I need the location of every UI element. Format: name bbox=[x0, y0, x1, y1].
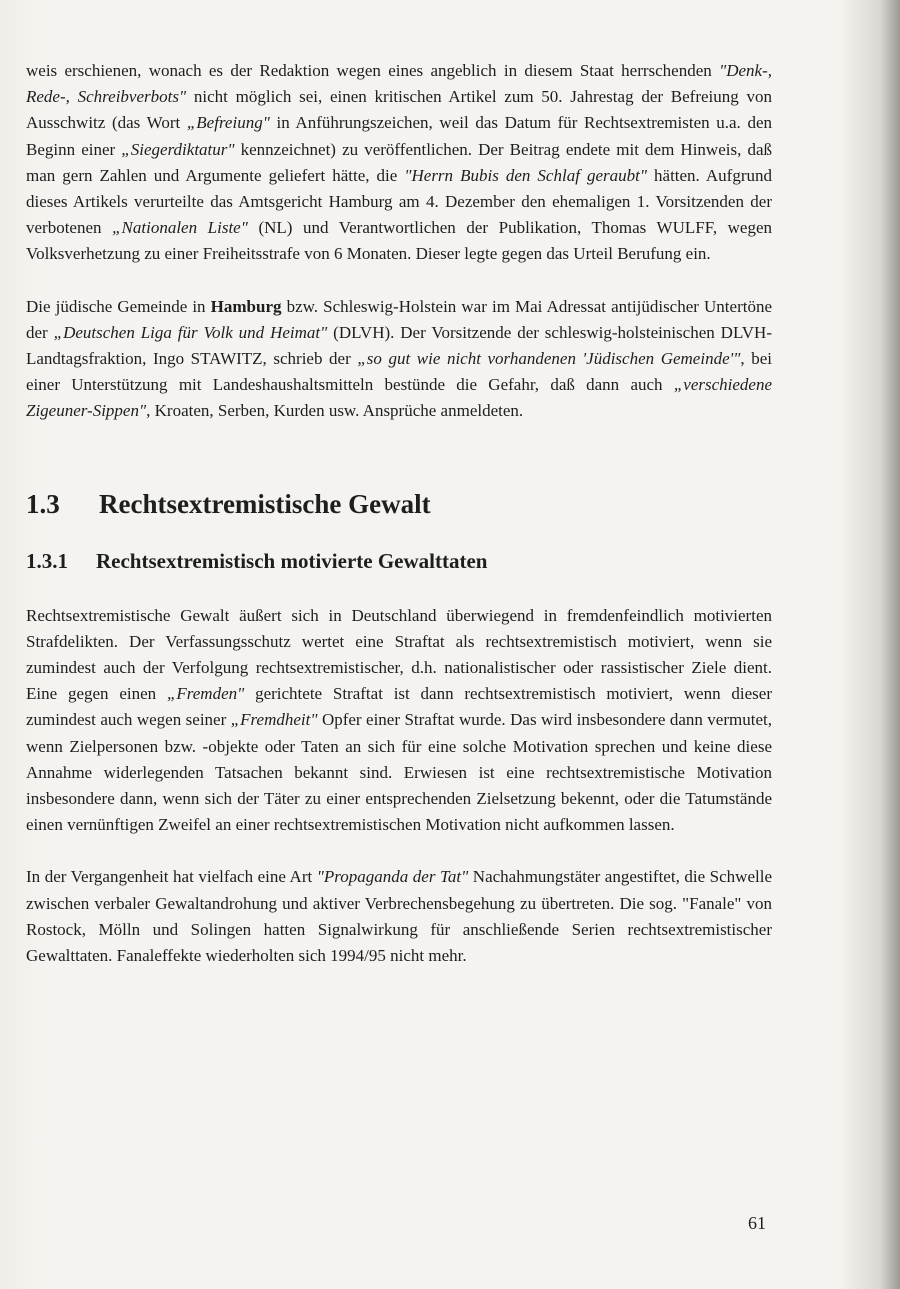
text-run: (DLVH). Der Vorsitzende der schleswig-holsteinischen DLVH-Landtagsfraktion, Ingo STAWITZ, schrieb der bbox=[26, 322, 772, 369]
text-run: In der Vergangenheit hat vielfach eine Art bbox=[26, 867, 317, 887]
emphasis-text: „verschiedene Zigeuner-Sippen" bbox=[26, 375, 772, 421]
emphasis-text: "Denk-, Rede-, Schreibverbots" bbox=[26, 61, 772, 107]
paragraph-1 bbox=[26, 58, 772, 268]
emphasis-text: „so gut wie nicht vorhandenen 'Jüdischen Gemeinde'" bbox=[357, 349, 741, 369]
section-title: Rechtsextremistische Gewalt bbox=[99, 488, 431, 519]
text-run: kennzeichnet) zu veröffentlichen. Der Beitrag endete mit dem Hinweis, daß man gern Zahlen und Argumente geliefert hätte, die bbox=[26, 139, 772, 185]
emphasis-text: „Fremden" bbox=[166, 684, 245, 704]
text-run: Die jüdische Gemeinde in bbox=[26, 296, 211, 316]
text-run: (NL) und Verantwortlichen der Publikation, Thomas WULFF, wegen Volksverhetzung zu einer Freiheitsstrafe von 6 Monaten. Dieser legte gegen das Urteil Berufung ein. bbox=[26, 218, 772, 264]
text-run: Rechtsextremistische Gewalt äußert sich in Deutschland überwiegend in fremdenfeindlich motivierten Strafdelikten. Der Verfassungsschutz wertet eine Straftat als rechtsextremistisch motiviert, wenn sie zumindest auch der Verfolgung rechtsextremistischer, d.h. nationalistischer oder rassistischer Ziele dient. Eine gegen einen bbox=[26, 605, 772, 704]
subsection-title: Rechtsextremistisch motivierte Gewalttaten bbox=[96, 548, 488, 573]
text-run: , Kroaten, Serben, Kurden usw. Ansprüche anmeldeten. bbox=[146, 401, 524, 421]
emphasis-text: „Fremdheit" bbox=[230, 710, 318, 730]
paragraph-4 bbox=[26, 864, 772, 969]
page-number: 61 bbox=[748, 1213, 766, 1233]
bold-text: Hamburg bbox=[210, 296, 282, 316]
emphasis-text: "Propaganda der Tat" bbox=[316, 867, 469, 887]
subsection-heading bbox=[26, 547, 772, 575]
text-run: hätten. Aufgrund dieses Artikels verurteilte das Amtsgericht Hamburg am 4. Dezember den ehemaligen 1. Vorsitzenden der verbotenen bbox=[26, 165, 772, 238]
section-heading bbox=[26, 487, 772, 521]
text-run: , bei einer Unterstützung mit Landeshaushaltsmitteln bestünde die Gefahr, daß dann auch bbox=[26, 349, 772, 395]
emphasis-text: „Befreiung" bbox=[186, 113, 270, 133]
emphasis-text: „Siegerdiktatur" bbox=[121, 139, 235, 159]
emphasis-text: "Herrn Bubis den Schlaf geraubt" bbox=[404, 165, 647, 185]
paragraph-3 bbox=[26, 603, 772, 839]
text-run: nicht möglich sei, einen kritischen Artikel zum 50. Jahrestag der Befreiung von Ausschwitz (das Wort bbox=[26, 87, 772, 133]
paragraph-2 bbox=[26, 294, 772, 425]
text-run: Nachahmungstäter angestiftet, die Schwelle zwischen verbaler Gewaltandrohung und aktiver Verbrechensbegehung zu übertreten. Die sog. "Fanale" von Rostock, Mölln und Solingen hatten Signalwirkung für anschließende Serien rechtsextremistischer Gewalttaten. Fanaleffekte wiederholten sich 1994/95 nicht mehr. bbox=[26, 867, 772, 966]
text-run: in Anführungszeichen, weil das Datum für Rechtsextremisten u.a. den Beginn einer bbox=[26, 113, 772, 159]
text-run: Opfer einer Straftat wurde. Das wird insbesondere dann vermutet, wenn Zielpersonen bzw. -objekte oder Taten an sich für eine solche Motivation sprechen und keine diese Annahme widerlegenden Tatsachen bekannt sind. Erwiesen ist eine rechtsextremistische Motivation insbesondere dann, wenn sich der Täter zu einer entsprechenden Zielsetzung bekennt, oder die Tatumstände einen vernünftigen Zweifel an einer rechtsextremistischen Motivation nicht aufkommen lassen. bbox=[26, 710, 772, 835]
subsection-number: 1.3.1 bbox=[26, 548, 68, 573]
text-run: bzw. Schleswig-Holstein war im Mai Adressat antijüdischer Untertöne der bbox=[26, 296, 773, 342]
text-run: weis erschienen, wonach es der Redaktion wegen eines angeblich in diesem Staat herrschenden bbox=[26, 61, 720, 80]
page-content bbox=[26, 58, 772, 969]
text-run: gerichtete Straftat ist dann rechtsextremistisch motiviert, wenn dieser zumindest auch wegen seiner bbox=[26, 684, 772, 730]
section-number: 1.3 bbox=[26, 488, 60, 519]
emphasis-text: „Nationalen Liste" bbox=[112, 218, 248, 238]
emphasis-text: „Deutschen Liga für Volk und Heimat" bbox=[53, 322, 328, 342]
